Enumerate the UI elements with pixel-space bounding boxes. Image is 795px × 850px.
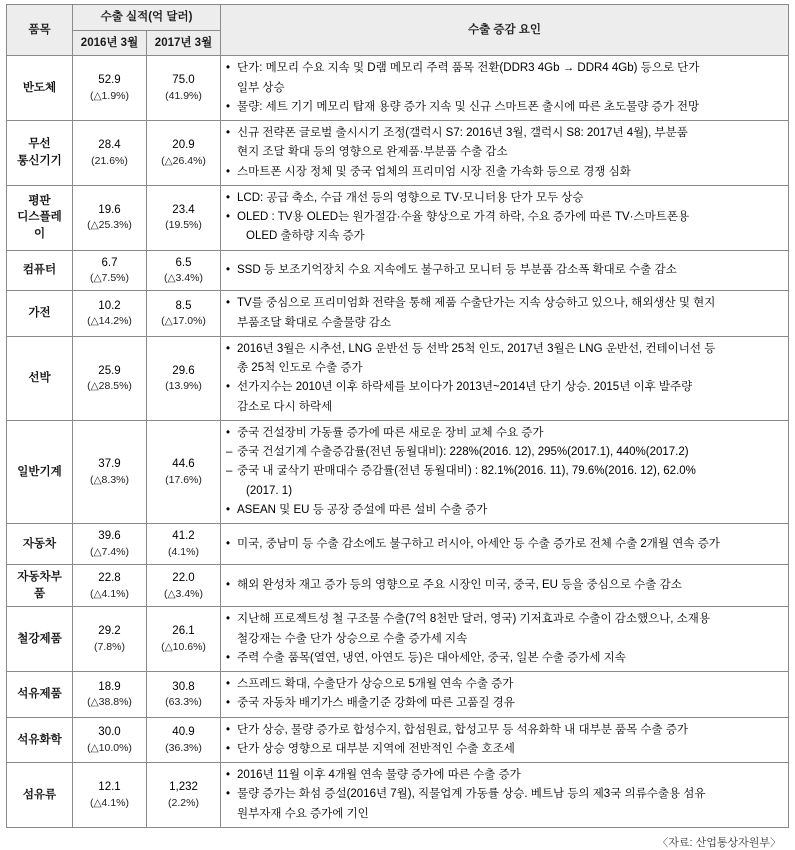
cell-item: 선박 — [7, 336, 73, 420]
cell-2016 — [73, 607, 147, 672]
cell-item: 가전 — [7, 291, 73, 337]
cell-2016 — [73, 56, 147, 121]
reason-item: 원부자재 수요 증가에 기인 — [237, 807, 369, 820]
cell-2016 — [73, 291, 147, 337]
cell-2017 — [147, 250, 221, 291]
cell-2017-change: (△10.6%) — [161, 641, 206, 654]
cell-2016 — [73, 524, 147, 565]
cell-2016-value: 25.9 — [98, 364, 121, 377]
cell-2016-value: 18.9 — [98, 680, 121, 693]
cell-2016 — [73, 717, 147, 763]
reason-item: 감소로 다시 하락세 — [237, 400, 333, 413]
cell-2016-change: (△28.5%) — [87, 380, 132, 393]
table-row — [7, 672, 789, 718]
reason-item: • SSD 등 보조기억장치 수요 지속에도 불구하고 모니터 등 부분품 감소폭 확대로 수출 감소 — [226, 262, 783, 279]
cell-2016-value: 52.9 — [98, 74, 121, 87]
cell-2016-change: (△7.4%) — [89, 545, 129, 558]
reason-item: • 단가: 메모리 수요 지속 및 D램 메모리 주력 품목 전환(DDR3 4Gb → DDR4 4Gb) 등으로 단가 — [226, 60, 783, 77]
cell-2016-change: (△25.3%) — [87, 219, 132, 232]
cell-2017 — [147, 291, 221, 337]
cell-2017-change: (2.2%) — [168, 796, 199, 809]
cell-2017-value: 44.6 — [172, 458, 195, 471]
cell-2017-change: (13.9%) — [165, 380, 202, 393]
cell-2016-value: 19.6 — [98, 203, 121, 216]
table-body — [7, 56, 789, 828]
cell-2016-change: (21.6%) — [91, 154, 128, 167]
reason-list — [226, 262, 783, 279]
table-row — [7, 56, 789, 121]
reason-list — [226, 60, 783, 116]
reason-list — [226, 125, 783, 181]
cell-2016-value: 10.2 — [98, 299, 121, 312]
reason-list — [226, 611, 783, 667]
cell-2016-change: (7.8%) — [94, 641, 125, 654]
reason-item: • 단가 상승 영향으로 대부분 지역에 전반적인 수출 호조세 — [226, 741, 783, 758]
reason-item: • 물량: 세트 기기 메모리 탑재 용량 증가 지속 및 신규 스마트폰 출시에 따른 초도물량 증가 전망 — [226, 99, 783, 116]
reason-item: OLED 출하량 지속 증가 — [246, 230, 365, 243]
cell-2017-change: (41.9%) — [165, 89, 202, 102]
reason-item: 부품조달 확대로 수출물량 감소 — [237, 316, 392, 329]
cell-2016-value: 6.7 — [101, 256, 118, 269]
header-row-1 — [7, 5, 789, 31]
cell-2017-value: 26.1 — [172, 625, 195, 638]
cell-item-line: 평판 — [28, 194, 51, 207]
cell-2017-value: 75.0 — [172, 74, 195, 87]
reason-item: • 스마트폰 시장 정체 및 중국 업체의 프리미엄 시장 진출 가속화 등으로 경쟁 심화 — [226, 164, 783, 181]
cell-2017-value: 23.4 — [172, 203, 195, 216]
cell-reason — [221, 291, 789, 337]
cell-item: 석유화학 — [7, 717, 73, 763]
header-item: 품목 — [7, 5, 73, 56]
table-row — [7, 336, 789, 420]
table-row — [7, 524, 789, 565]
cell-2017-change: (△26.4%) — [161, 154, 206, 167]
reason-item: • OLED : TV용 OLED는 원가절감·수율 향상으로 가격 하락, 수요 증가에 따른 TV·스마트폰용 — [226, 209, 783, 226]
header-reason: 수출 증감 요인 — [221, 5, 789, 56]
cell-reason — [221, 185, 789, 250]
reason-item: • TV를 중심으로 프리미엄화 전략을 통해 제품 수출단가는 지속 상승하고 있으나, 해외생산 및 현지 — [226, 295, 783, 312]
cell-2016-change: (△4.1%) — [89, 587, 129, 600]
cell-2017-value: 22.0 — [172, 571, 195, 584]
table-row — [7, 565, 789, 607]
cell-item-line: 통신기기 — [17, 154, 62, 167]
reason-item: • 단가 상승, 물량 증가로 합성수지, 합섬원료, 합성고무 등 석유화학 내 대부분 품목 수출 증가 — [226, 722, 783, 739]
cell-2017 — [147, 565, 221, 607]
reason-list — [226, 190, 783, 246]
cell-item: 컴퓨터 — [7, 250, 73, 291]
reason-list — [226, 577, 783, 594]
cell-reason — [221, 607, 789, 672]
reason-item: • 주력 수출 품목(열연, 냉연, 아연도 등)은 대아세안, 중국, 일본 수출 증가세 지속 — [226, 650, 783, 667]
cell-reason — [221, 420, 789, 523]
cell-2017 — [147, 763, 221, 828]
cell-item: 반도체 — [7, 56, 73, 121]
table-row — [7, 185, 789, 250]
cell-2017-value: 40.9 — [172, 726, 195, 739]
cell-2017 — [147, 607, 221, 672]
cell-2017-value: 1,232 — [169, 781, 198, 794]
reason-item: • 선가지수는 2010년 이후 하락세를 보이다가 2013년~2014년 단기 상승. 2015년 이후 발주량 — [226, 379, 783, 396]
reason-item: (2017. 1) — [246, 484, 293, 497]
cell-reason — [221, 672, 789, 718]
cell-item — [7, 185, 73, 250]
cell-reason — [221, 717, 789, 763]
cell-2017-change: (17.6%) — [165, 473, 202, 486]
cell-2017 — [147, 56, 221, 121]
cell-2017 — [147, 672, 221, 718]
cell-reason — [221, 524, 789, 565]
header-2017-march: 2017년 3월 — [147, 30, 221, 56]
reason-list — [226, 722, 783, 759]
cell-item: 일반기계 — [7, 420, 73, 523]
cell-2016-value: 30.0 — [98, 726, 121, 739]
table-header — [7, 5, 789, 56]
cell-reason — [221, 336, 789, 420]
header-2016-march: 2016년 3월 — [73, 30, 147, 56]
header-export-performance: 수출 실적(억 달러) — [73, 5, 221, 31]
reason-item: • 2016년 3월은 시추선, LNG 운반선 등 선박 25척 인도, 2017년 3월은 LNG 운반선, 컨테이너선 등 — [226, 341, 783, 358]
table-row — [7, 607, 789, 672]
cell-item: 철강제품 — [7, 607, 73, 672]
cell-reason — [221, 763, 789, 828]
table-row — [7, 717, 789, 763]
cell-2016-value: 28.4 — [98, 139, 121, 152]
reason-item: 철강재는 수출 단가 상승으로 수출 증가세 지속 — [237, 632, 468, 645]
cell-2017-change: (19.5%) — [165, 219, 202, 232]
cell-2016-change: (△7.5%) — [89, 272, 129, 285]
cell-2016 — [73, 672, 147, 718]
table-row — [7, 420, 789, 523]
table-row — [7, 250, 789, 291]
reason-item: • 지난해 프로젝트성 철 구조물 수출(7억 8천만 달러, 영국) 기저효과로 수출이 감소했으나, 소재용 — [226, 611, 783, 628]
cell-item: 자동차부품 — [7, 565, 73, 607]
reason-list — [226, 767, 783, 823]
cell-reason — [221, 565, 789, 607]
reason-item: 일부 상승 — [237, 81, 285, 94]
cell-reason — [221, 56, 789, 121]
cell-2017-change: (36.3%) — [165, 741, 202, 754]
cell-2016-value: 39.6 — [98, 530, 121, 543]
reason-item: – 중국 내 굴삭기 판매대수 증감률(전년 동월대비) : 82.1%(2016. 11), 79.6%(2016. 12), 62.0% — [226, 463, 783, 480]
cell-2017-value: 6.5 — [175, 256, 192, 269]
cell-2016 — [73, 420, 147, 523]
table-row — [7, 121, 789, 186]
reason-item: • 중국 자동차 배기가스 배출기준 강화에 따른 고품질 경유 — [226, 695, 783, 712]
cell-2016-value: 12.1 — [98, 781, 121, 794]
cell-2017 — [147, 185, 221, 250]
cell-2016-change: (△38.8%) — [87, 696, 132, 709]
cell-2016 — [73, 121, 147, 186]
source-note: 〈자료: 산업통상자원부〉 — [657, 836, 781, 849]
cell-2016-value: 29.2 — [98, 625, 121, 638]
reason-item: – 중국 건설기계 수출증감률(전년 동월대비): 228%(2016. 12), 295%(2017.1), 440%(2017.2) — [226, 444, 783, 461]
cell-2017-change: (△17.0%) — [161, 315, 206, 328]
cell-2017-change: (4.1%) — [168, 545, 199, 558]
cell-2016-change: (△10.0%) — [87, 741, 132, 754]
reason-list — [226, 425, 783, 519]
cell-2017-change: (63.3%) — [165, 696, 202, 709]
cell-2016 — [73, 565, 147, 607]
cell-item — [7, 121, 73, 186]
cell-item-line: 디스플레이 — [17, 211, 62, 241]
cell-2017-value: 20.9 — [172, 139, 195, 152]
cell-item: 석유제품 — [7, 672, 73, 718]
reason-item: • 2016년 11월 이후 4개월 연속 물량 증가에 따른 수출 증가 — [226, 767, 783, 784]
cell-reason — [221, 250, 789, 291]
cell-2017 — [147, 717, 221, 763]
cell-2017-value: 29.6 — [172, 364, 195, 377]
cell-2017 — [147, 336, 221, 420]
cell-2016 — [73, 185, 147, 250]
cell-2017 — [147, 121, 221, 186]
reason-item: • 미국, 중남미 등 수출 감소에도 불구하고 러시아, 아세안 등 수출 증가로 전체 수출 2개월 연속 증가 — [226, 536, 783, 553]
cell-2017-change: (△3.4%) — [163, 587, 203, 600]
reason-item: • 스프레드 확대, 수출단가 상승으로 5개월 연속 수출 증가 — [226, 676, 783, 693]
reason-item: • 중국 건설장비 가동률 증가에 따른 새로운 장비 교체 수요 증가 — [226, 425, 783, 442]
reason-list — [226, 536, 783, 553]
cell-item: 섬유류 — [7, 763, 73, 828]
reason-item: • 물량 증가는 화섬 증설(2016년 7월), 직물업계 가동률 상승. 베트남 등의 제3국 의류수출용 섬유 — [226, 786, 783, 803]
cell-item: 자동차 — [7, 524, 73, 565]
cell-2017-value: 8.5 — [175, 299, 192, 312]
reason-item: 현지 조달 확대 등의 영향으로 완제품·부분품 수출 감소 — [237, 146, 508, 159]
cell-2016-change: (△1.9%) — [89, 89, 129, 102]
cell-2016-change: (△8.3%) — [89, 473, 129, 486]
table-row — [7, 291, 789, 337]
cell-2017 — [147, 420, 221, 523]
reason-item: • LCD: 공급 축소, 수급 개선 등의 영향으로 TV·모니터용 단가 모두 상승 — [226, 190, 783, 207]
reason-item: • ASEAN 및 EU 등 공장 증설에 따른 설비 수출 증가 — [226, 502, 783, 519]
cell-reason — [221, 121, 789, 186]
cell-2016-change: (△14.2%) — [87, 315, 132, 328]
cell-2017-value: 30.8 — [172, 680, 195, 693]
cell-2016 — [73, 250, 147, 291]
reason-list — [226, 676, 783, 713]
cell-2017-value: 41.2 — [172, 530, 195, 543]
reason-list — [226, 295, 783, 332]
cell-2016-value: 37.9 — [98, 458, 121, 471]
table-row — [7, 763, 789, 828]
reason-list — [226, 341, 783, 416]
cell-2017-change: (△3.4%) — [163, 272, 203, 285]
cell-2017 — [147, 524, 221, 565]
reason-item: 총 25척 인도로 수출 증가 — [237, 362, 363, 375]
reason-item: • 해외 완성차 재고 증가 등의 영향으로 주요 시장인 미국, 중국, EU 등을 중심으로 수출 감소 — [226, 577, 783, 594]
reason-item: • 신규 전략폰 글로벌 출시시기 조정(갤럭시 S7: 2016년 3월, 갤럭시 S8: 2017년 4월), 부분품 — [226, 125, 783, 142]
cell-2016 — [73, 763, 147, 828]
cell-2016-value: 22.8 — [98, 571, 121, 584]
cell-2016 — [73, 336, 147, 420]
cell-item-line: 무선 — [28, 138, 51, 151]
cell-2016-change: (△4.1%) — [89, 796, 129, 809]
export-performance-table — [6, 4, 789, 828]
